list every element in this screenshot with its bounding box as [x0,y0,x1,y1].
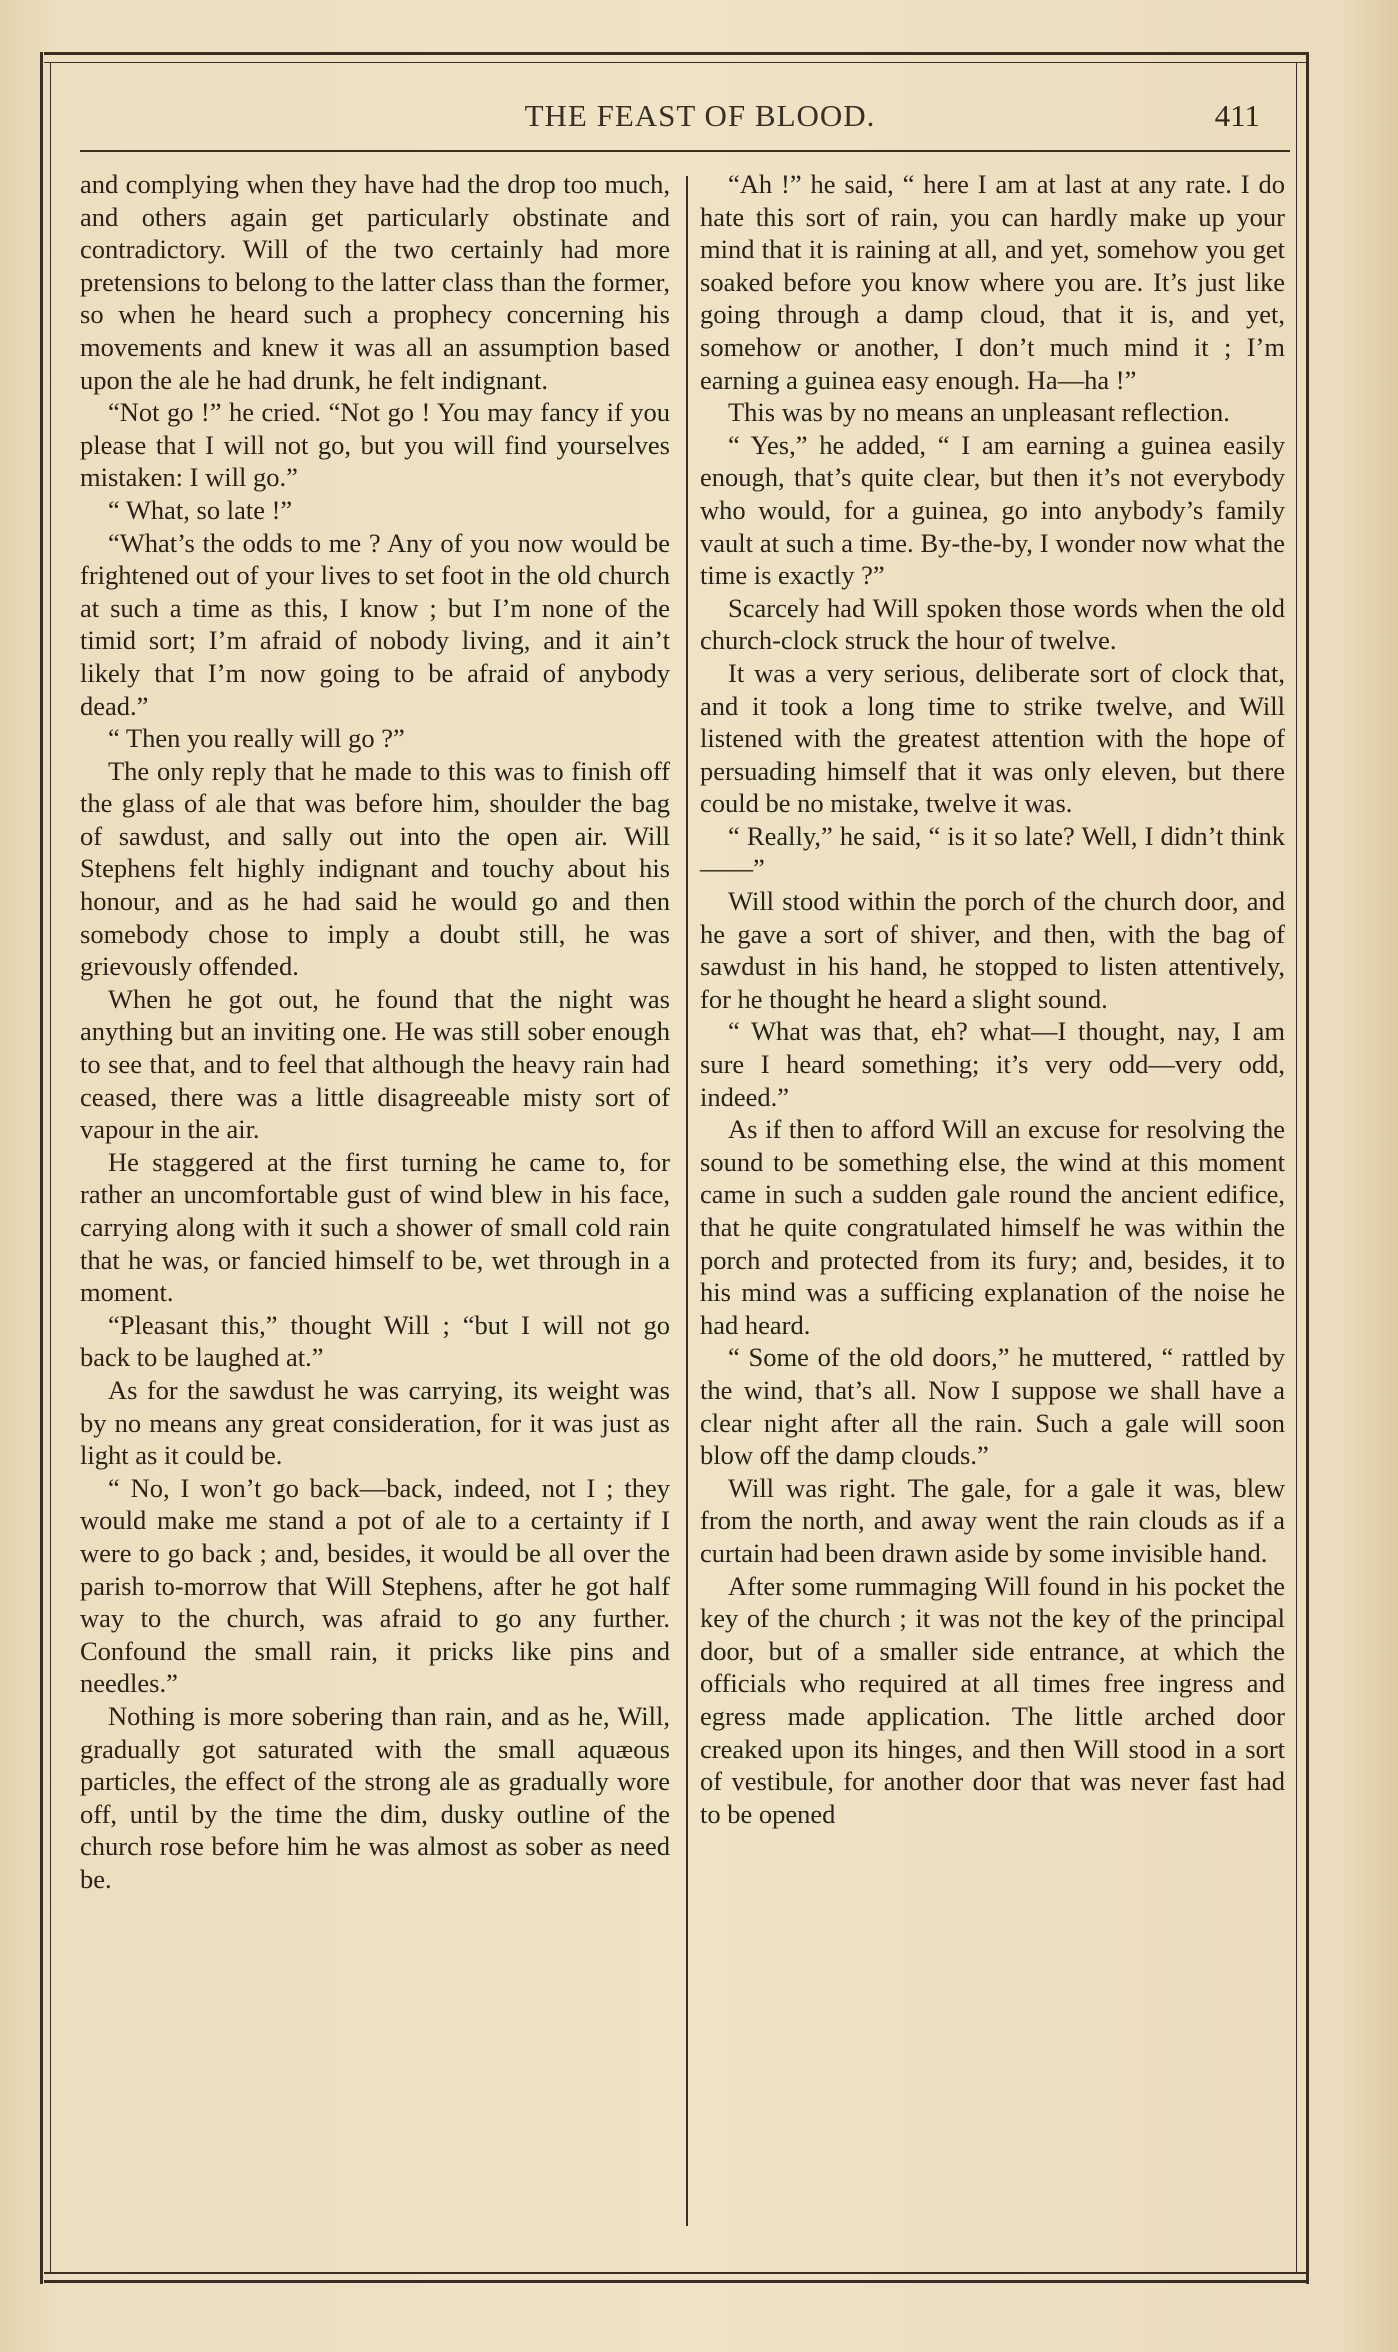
paragraph: Nothing is more sobering than rain, and as he, Will, gradually got saturated with the small aquæous particles, the effect of the strong ale as gradually wore off, until by the time the dim, dusky outline of the church rose before him he was almost as sober as need be. [80,1700,670,1894]
paragraph: “Ah !” he said, “ here I am at last at any rate. I do hate this sort of rain, you can hardly make up your mind that it is raining at all, and yet, somehow you get soaked before you know where you are. It’s just like going through a damp cloud, that it is, and yet, somehow or another, I don’t much mind it ; I’m earning a guinea easy enough. Ha—ha !” [700,169,1285,395]
paragraph: When he got out, he found that the night was anything but an inviting one. He was still sober enough to see that, and to feel that although the heavy rain had ceased, there was a little disagreeable misty sort of vapour in the air. [80,983,670,1145]
top-border-thin-rule [44,62,1309,63]
paragraph: As if then to afford Will an excuse for resolving the sound to be something else, the wind at this moment came in such a sudden gale round the ancient edifice, that he quite congratulated himself he was within the porch and protected from its fury; and, besides, it to his mind was a sufficing explanation of the noise he had heard. [700,1114,1285,1340]
paragraph: “ Some of the old doors,” he muttered, “ rattled by the wind, that’s all. Now I suppose we shall have a clear night after all the rain. Such a gale will soon blow off the damp clouds.” [700,1342,1285,1471]
paragraph: “ Yes,” he added, “ I am earning a guinea easily enough, that’s quite clear, but then it’s not everybody who would, for a guinea, go into anybody’s family vault at such a time. By-the-by, I wonder now what the time is exactly ?” [700,429,1285,591]
paragraph: “ What was that, eh? what—I thought, nay, I am sure I heard something; it’s very odd—very odd, indeed.” [700,1016,1285,1112]
paragraph: and complying when they have had the drop too much, and others again get particularly obstinate and contradictory. Will of the two certainly had more pretensions to belong to the latter class than the former, so when he heard such a prophecy concerning his movements and knew it was all an assumption based upon the ale he had drunk, he felt indignant. [80,169,670,395]
right-border-rule [1306,52,1309,2284]
paragraph: He staggered at the first turning he came to, for rather an uncomfortable gust of wind blew in his face, carrying along with it such a shower of small cold rain that he was, or fancied himself to be, wet through in a moment. [80,1146,670,1308]
bottom-border-thick-rule [44,2280,1309,2283]
page-number: 411 [1214,98,1260,133]
running-title: THE FEAST OF BLOOD. [524,98,876,133]
paragraph: It was a very serious, deliberate sort of clock that, and it took a long time to strike twelve, and Will listened with the greatest attention with the hope of persuading himself that it was only eleven, but there could be no mistake, twelve it was. [700,657,1285,819]
paragraph: After some rummaging Will found in his pocket the key of the church ; it was not the key of the principal door, but of a smaller side entrance, at which the officials who required at all times free ingress and egress made application. The little arched door creaked upon its hinges, and then Will stood in a sort of vestibule, for another door that was never fast had to be opened [700,1570,1285,1829]
header-rule [80,150,1290,152]
paragraph: “ No, I won’t go back—back, indeed, not I ; they would make me stand a pot of ale to a certainty if I were to go back ; and, besides, it would be all over the parish to-morrow that Will Stephens, after he got half way to the church, was afraid to go any further. Confound the small rain, it pricks like pins and needles.” [80,1472,670,1699]
bottom-border-rule [44,2272,1309,2274]
paragraph: This was by no means an unpleasant reflection. [728,397,1230,428]
paragraph: Will stood within the porch of the church door, and he gave a sort of shiver, and then, with the bag of sawdust in his hand, he stopped to listen attentively, for he thought he heard a slight sound. [700,886,1285,1014]
left-column [80,168,670,1895]
paragraph: Scarcely had Will spoken those words when the old church-clock struck the hour of twelve. [700,592,1285,656]
paragraph: “Not go !” he cried. “Not go ! You may fancy if you please that I will not go, but you will find yourselves mistaken: I will go.” [80,397,670,493]
paragraph: “ Then you really will go ?” [108,723,405,754]
paragraph: “ Really,” he said, “ is it so late? Well, I didn’t think——” [700,820,1285,884]
column-divider [686,176,688,2226]
paragraph: “Pleasant this,” thought Will ; “but I will not go back to be laughed at.” [80,1309,670,1373]
top-border-rule [44,52,1309,55]
left-border-thin-rule [50,62,51,2274]
left-border-rule [40,52,43,2284]
paragraph: “ What, so late !” [108,494,293,525]
paragraph: As for the sawdust he was carrying, its weight was by no means any great consideration, for it was just as light as it could be. [80,1374,670,1471]
right-border-thin-rule [1296,62,1297,2274]
paragraph: The only reply that he made to this was to finish off the glass of ale that was before him, shoulder the bag of sawdust, and sally out into the open air. Will Stephens felt highly indignant and touchy about his honour, and as he had said he would go and then somebody chose to imply a doubt still, he was grievously offended. [80,755,670,982]
right-column [700,168,1285,1830]
paragraph: Will was right. The gale, for a gale it was, blew from the north, and away went the rain clouds as if a curtain had been drawn aside by some invisible hand. [700,1472,1285,1568]
paragraph: “What’s the odds to me ? Any of you now would be frightened out of your lives to set foot in the old church at such a time as this, I know ; but I’m none of the timid sort; I’m afraid of nobody living, and it ain’t likely that I’m now going to be afraid of anybody dead.” [80,527,670,721]
